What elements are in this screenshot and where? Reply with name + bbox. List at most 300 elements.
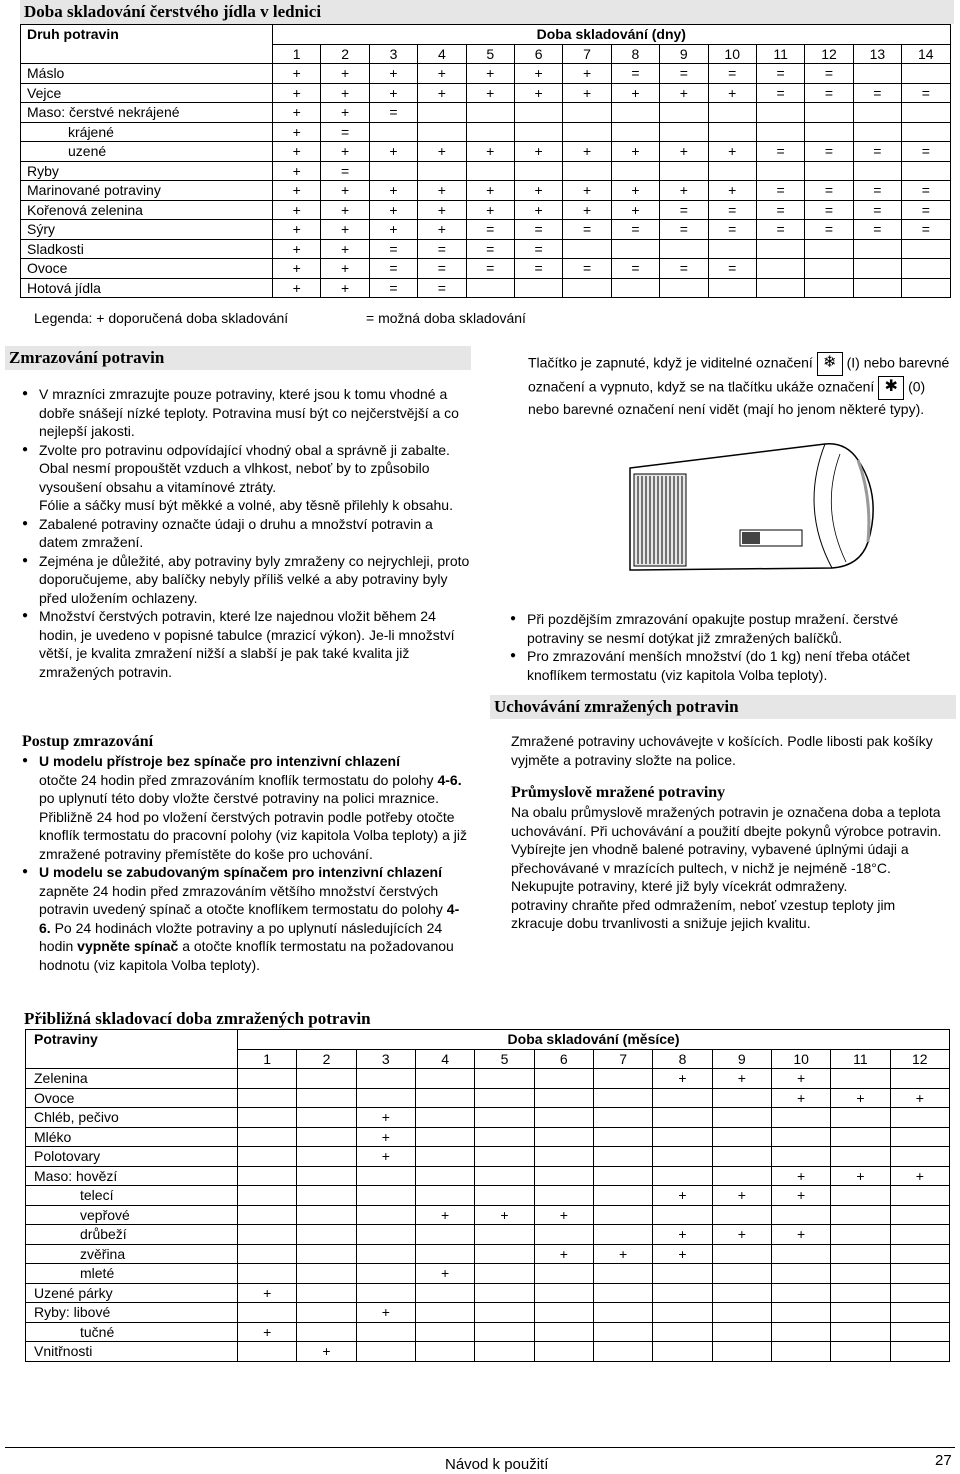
storage-cell (831, 1108, 890, 1128)
storage-cell: = (853, 200, 901, 220)
row-label: Mléko (26, 1127, 238, 1147)
frozen-title: Přibližná skladovací doba zmražených potravin (24, 1009, 371, 1028)
fresh-table-body (21, 64, 951, 298)
storage-cell (563, 239, 611, 259)
storage-cell (708, 278, 756, 298)
storage-cell (660, 278, 708, 298)
storage-cell (890, 1303, 949, 1323)
storage-cell: + (653, 1186, 712, 1206)
storage-cell (418, 161, 466, 181)
storage-cell (708, 103, 756, 123)
storage-cell: = (563, 259, 611, 279)
fresh-row (21, 259, 951, 279)
storage-cell: + (356, 1303, 415, 1323)
row-label: Ryby (21, 161, 273, 181)
storage-cell (238, 1303, 297, 1323)
storage-cell: = (660, 64, 708, 84)
storage-cell (660, 161, 708, 181)
storage-cell: + (273, 64, 321, 84)
storage-cell (238, 1166, 297, 1186)
storage-cell (475, 1127, 534, 1147)
storage-cell (593, 1147, 652, 1167)
procedure-item1-text: otočte 24 hodin před zmrazováním knoflík termostatu do polohy (39, 771, 438, 788)
freezing-bullet: ● Zejména je důležité, aby potraviny byly zmraženy co nejrychleji, proto doporučujeme, aby balíčky nebyly příliš velké a aby potraviny byly před uložením ochlazeny. (22, 552, 470, 608)
storage-cell: + (563, 64, 611, 84)
frozen-row (26, 1147, 950, 1167)
storage-cell: = (466, 259, 514, 279)
storage-cell: + (466, 83, 514, 103)
storage-cell: + (514, 142, 562, 162)
switch-text-a: Tlačítko je zapnuté, když je viditelné označení (528, 354, 817, 371)
storage-cell (593, 1069, 652, 1089)
storage-cell (238, 1186, 297, 1206)
storage-cell: = (805, 142, 853, 162)
storage-cell (831, 1147, 890, 1167)
storage-cell (756, 259, 804, 279)
storage-cell (771, 1283, 830, 1303)
storage-cell: = (418, 259, 466, 279)
storage-cell (514, 278, 562, 298)
storage-cell (475, 1108, 534, 1128)
storage-cell (756, 239, 804, 259)
storage-cell (831, 1342, 890, 1362)
procedure-item2-text: zapněte 24 hodin před zmrazováním většího množství čerstvých potravin uvedený spínač a otočte knoflíkem termostatu do polohy (39, 882, 447, 917)
storage-cell: + (273, 142, 321, 162)
asterisk-icon: ✱ (878, 376, 904, 400)
storage-cell: = (369, 239, 417, 259)
storage-cell: + (273, 83, 321, 103)
storage-cell: = (853, 142, 901, 162)
storage-cell (297, 1186, 356, 1206)
storage-cell (771, 1244, 830, 1264)
storage-cell (805, 103, 853, 123)
storage-cell (831, 1069, 890, 1089)
storage-cell (475, 1166, 534, 1186)
storage-cell: + (475, 1205, 534, 1225)
storage-cell (611, 239, 659, 259)
storage-cell (611, 278, 659, 298)
storage-cell (712, 1342, 771, 1362)
storage-cell (712, 1205, 771, 1225)
storage-cell: + (321, 103, 369, 123)
storage-cell (853, 161, 901, 181)
storage-cell (902, 239, 950, 259)
storage-cell (297, 1205, 356, 1225)
storage-cell (593, 1166, 652, 1186)
fresh-title-text: Doba skladování čerstvého jídla v lednici (24, 2, 322, 21)
storage-cell: = (418, 278, 466, 298)
storage-cell (660, 239, 708, 259)
storage-cell (238, 1342, 297, 1362)
storage-cell: + (369, 64, 417, 84)
storage-cell: + (273, 181, 321, 201)
storage-cell (756, 278, 804, 298)
storage-cell (534, 1283, 593, 1303)
storage-cell: + (273, 161, 321, 181)
storage-cell (297, 1303, 356, 1323)
storage-cell: + (708, 142, 756, 162)
fresh-row (21, 83, 951, 103)
footer-text: Návod k použití (445, 1456, 549, 1473)
storage-cell: = (660, 200, 708, 220)
row-label: Máslo (21, 64, 273, 84)
storage-cell: + (611, 142, 659, 162)
storage-cell: + (321, 259, 369, 279)
row-label: Vejce (21, 83, 273, 103)
storage-cell (475, 1264, 534, 1284)
storage-cell (415, 1225, 474, 1245)
storage-cell (653, 1147, 712, 1167)
storage-cell: = (805, 83, 853, 103)
row-label: krájené (21, 122, 273, 142)
storage-cell (890, 1322, 949, 1342)
legend-recommended: Legenda: + doporučená doba skladování (34, 310, 289, 326)
storage-cell (853, 103, 901, 123)
storage-cell: + (238, 1283, 297, 1303)
storage-cell (593, 1205, 652, 1225)
storage-cell (534, 1088, 593, 1108)
storage-cell (611, 103, 659, 123)
storage-cell: + (418, 220, 466, 240)
storage-cell (475, 1244, 534, 1264)
storage-cell (771, 1108, 830, 1128)
storage-cell (902, 122, 950, 142)
storage-cell: + (321, 181, 369, 201)
storage-cell: = (563, 220, 611, 240)
footer-divider (5, 1447, 955, 1448)
month-header: 11 (831, 1049, 890, 1069)
storage-cell (771, 1127, 830, 1147)
storage-cell (534, 1186, 593, 1206)
storage-cell: = (708, 259, 756, 279)
storage-cell (712, 1127, 771, 1147)
storage-cell (415, 1166, 474, 1186)
switch-text-b: (I) nebo barevné označení a vypnuto, když se na tlačítku ukáže označení (528, 354, 950, 395)
storage-cell (297, 1108, 356, 1128)
storage-cell (534, 1322, 593, 1342)
storage-cell: + (466, 142, 514, 162)
storage-cell (712, 1147, 771, 1167)
storage-cell (890, 1225, 949, 1245)
storage-cell: + (418, 142, 466, 162)
storage-cell: + (466, 200, 514, 220)
month-header: 12 (890, 1049, 949, 1069)
storage-cell: = (902, 83, 950, 103)
storage-cell (771, 1264, 830, 1284)
day-header: 8 (611, 44, 659, 64)
row-label: Vnitřnosti (26, 1342, 238, 1362)
storage-cell: + (466, 181, 514, 201)
storage-cell (890, 1342, 949, 1362)
switch-text-c: (0) nebo barevné označení není vidět (mají ho jenom některé typy). (528, 378, 926, 417)
page-number: 27 (935, 1452, 952, 1469)
storage-cell (890, 1108, 949, 1128)
day-header: 7 (563, 44, 611, 64)
procedure-item2-bold: U modelu se zabudovaným spínačem pro intenzivní chlazení (39, 864, 442, 880)
storage-cell: = (805, 181, 853, 201)
storage-cell (593, 1186, 652, 1206)
storage-cell (415, 1186, 474, 1206)
storage-cell (466, 122, 514, 142)
storage-cell: + (466, 64, 514, 84)
row-label: Kořenová zelenina (21, 200, 273, 220)
storage-cell: + (660, 83, 708, 103)
storage-cell (297, 1069, 356, 1089)
freezing-list (22, 385, 470, 681)
storage-cell: + (369, 142, 417, 162)
storage-cell (297, 1225, 356, 1245)
row-label: Sýry (21, 220, 273, 240)
storage-cell: + (890, 1166, 949, 1186)
storage-cell (297, 1283, 356, 1303)
storage-cell: + (563, 200, 611, 220)
storage-cell: + (771, 1166, 830, 1186)
storage-cell: + (534, 1244, 593, 1264)
storage-cell: = (756, 220, 804, 240)
row-label: uzené (21, 142, 273, 162)
frozen-row (26, 1342, 950, 1362)
storage-cell: + (297, 1342, 356, 1362)
month-header: 8 (653, 1049, 712, 1069)
storage-cell (890, 1264, 949, 1284)
storage-cell: + (418, 200, 466, 220)
storage-cell (831, 1186, 890, 1206)
storage-cell: = (853, 220, 901, 240)
row-label: Hotová jídla (21, 278, 273, 298)
storage-cell (902, 259, 950, 279)
storage-cell: + (369, 83, 417, 103)
storage-cell (238, 1225, 297, 1245)
storage-cell: + (321, 64, 369, 84)
storage-cell (415, 1108, 474, 1128)
frozen-row (26, 1205, 950, 1225)
storage-cell (653, 1088, 712, 1108)
storage-cell (708, 239, 756, 259)
row-label: telecí (26, 1186, 238, 1206)
frozen-row (26, 1108, 950, 1128)
storage-cell (593, 1225, 652, 1245)
fresh-days-header: Doba skladování (dny) (273, 25, 951, 45)
fresh-title (20, 0, 954, 24)
freezing-sub-note: Obal nesmí propouštět vzduch a vlhkost, neboť by to způsobilo vysoušení obsahu a vitamínové ztráty. (39, 460, 430, 495)
fresh-col-header: Druh potravin (21, 25, 273, 64)
row-label: Marinované potraviny (21, 181, 273, 201)
storage-cell: + (321, 239, 369, 259)
storage-cell (593, 1088, 652, 1108)
storage-cell (593, 1303, 652, 1323)
storage-cell (534, 1166, 593, 1186)
day-header: 9 (660, 44, 708, 64)
storage-cell (831, 1205, 890, 1225)
fresh-row (21, 64, 951, 84)
row-label: zvěřina (26, 1244, 238, 1264)
frozen-row (26, 1322, 950, 1342)
storage-cell: + (415, 1264, 474, 1284)
storage-cell: + (514, 64, 562, 84)
storage-cell: + (514, 200, 562, 220)
storage-cell: + (712, 1225, 771, 1245)
fresh-row (21, 142, 951, 162)
industrial-paragraph: Vybírejte jen vhodně balené potraviny, vybavené úplnými údaji a přechovávané v mrazících pultech, v nichž je nejméně -18°C. (511, 841, 909, 876)
storage-cell (805, 239, 853, 259)
month-header: 6 (534, 1049, 593, 1069)
row-label: tučné (26, 1322, 238, 1342)
storage-cell: + (321, 278, 369, 298)
thermostat-knob-illustration (620, 438, 910, 588)
storage-cell: = (514, 220, 562, 240)
storage-cell (356, 1225, 415, 1245)
storage-cell (771, 1342, 830, 1362)
month-header: 3 (356, 1049, 415, 1069)
storage-cell: + (593, 1244, 652, 1264)
frozen-row (26, 1088, 950, 1108)
storage-cell (238, 1147, 297, 1167)
storage-cell: = (756, 200, 804, 220)
frozen-storage-table (25, 1029, 950, 1362)
storage-cell (831, 1283, 890, 1303)
storage-cell: + (563, 142, 611, 162)
storage-cell (653, 1322, 712, 1342)
storage-cell (238, 1264, 297, 1284)
storage-cell: + (771, 1225, 830, 1245)
storage-cell (415, 1147, 474, 1167)
storage-cell (297, 1088, 356, 1108)
storage-cell (415, 1303, 474, 1323)
storage-cell: + (708, 83, 756, 103)
storage-cell: = (321, 122, 369, 142)
storage-cell (653, 1108, 712, 1128)
storage-cell (902, 278, 950, 298)
storage-cell (756, 161, 804, 181)
storage-cell (415, 1244, 474, 1264)
frozen-col-header: Potraviny (26, 1030, 238, 1069)
storage-cell: + (369, 200, 417, 220)
storage-cell (805, 278, 853, 298)
storage-cell (712, 1088, 771, 1108)
industrial-text (511, 803, 951, 933)
fresh-row (21, 122, 951, 142)
storage-cell (356, 1244, 415, 1264)
storage-cell (712, 1244, 771, 1264)
industrial-paragraph: Nekupujte potraviny, které již byly vícekrát odmraženy. (511, 878, 848, 894)
day-header: 12 (805, 44, 853, 64)
storage-cell (805, 161, 853, 181)
storage-cell (902, 161, 950, 181)
storage-cell (563, 278, 611, 298)
storage-cell: + (514, 181, 562, 201)
storage-cell (712, 1303, 771, 1323)
storage-cell (653, 1303, 712, 1323)
storage-cell: + (771, 1069, 830, 1089)
storage-cell: + (611, 181, 659, 201)
storage-cell (238, 1088, 297, 1108)
storage-cell (466, 161, 514, 181)
row-label: drůbeží (26, 1225, 238, 1245)
storage-cell (534, 1303, 593, 1323)
storage-cell: = (466, 220, 514, 240)
storage-cell: + (273, 220, 321, 240)
storage-cell: + (415, 1205, 474, 1225)
day-header: 10 (708, 44, 756, 64)
procedure-item-with-switch (22, 863, 470, 974)
storage-cell: = (514, 239, 562, 259)
frozen-row (26, 1264, 950, 1284)
storage-cell: + (369, 220, 417, 240)
storage-cell (653, 1283, 712, 1303)
storage-cell (805, 259, 853, 279)
storage-cell: = (902, 220, 950, 240)
storage-cell (653, 1166, 712, 1186)
storage-cell (890, 1244, 949, 1264)
storage-cell (534, 1127, 593, 1147)
month-header: 10 (771, 1049, 830, 1069)
storage-cell (593, 1108, 652, 1128)
later-freezing-bullet: ● Pro zmrazování menších množství (do 1 kg) není třeba otáčet knoflíkem termostatu (viz kapitola Volba teploty). (510, 647, 956, 684)
storage-cell (475, 1283, 534, 1303)
row-label: vepřové (26, 1205, 238, 1225)
day-header: 14 (902, 44, 950, 64)
freezing-bullet: ● Zabalené potraviny označte údaji o druhu a množství potravin a datem zmražení. (22, 515, 470, 552)
storage-cell: + (771, 1088, 830, 1108)
storage-cell: = (805, 200, 853, 220)
storage-cell (611, 122, 659, 142)
storage-cell (890, 1147, 949, 1167)
frozen-row (26, 1127, 950, 1147)
frozen-row (26, 1303, 950, 1323)
storage-cell: + (712, 1069, 771, 1089)
storage-cell (238, 1244, 297, 1264)
storage-cell (831, 1225, 890, 1245)
storage-cell: + (418, 181, 466, 201)
storage-cell: = (514, 259, 562, 279)
storage-cell (712, 1166, 771, 1186)
frozen-row (26, 1166, 950, 1186)
storage-cell (415, 1088, 474, 1108)
row-label: Maso: hovězí (26, 1166, 238, 1186)
month-header: 7 (593, 1049, 652, 1069)
storage-cell (890, 1186, 949, 1206)
later-freezing-list (510, 610, 956, 684)
procedure-item2-bold3: vypněte spínač (77, 938, 179, 954)
storage-cell (653, 1205, 712, 1225)
storage-cell (356, 1166, 415, 1186)
frozen-row (26, 1283, 950, 1303)
storage-cell: + (653, 1244, 712, 1264)
storage-cell (415, 1127, 474, 1147)
storage-cell: = (902, 142, 950, 162)
storage-cell: + (514, 83, 562, 103)
month-header: 4 (415, 1049, 474, 1069)
storage-cell (593, 1342, 652, 1362)
storage-cell (831, 1303, 890, 1323)
month-header: 2 (297, 1049, 356, 1069)
storage-cell (771, 1322, 830, 1342)
day-header: 11 (756, 44, 804, 64)
storage-cell (708, 122, 756, 142)
storage-cell (415, 1283, 474, 1303)
month-header: 9 (712, 1049, 771, 1069)
storage-cell: = (756, 142, 804, 162)
storage-cell (771, 1205, 830, 1225)
storage-cell: + (890, 1088, 949, 1108)
storage-cell: + (418, 64, 466, 84)
procedure-item2-text3: a otočte knoflík termostatu na požadovanou hodnotu (viz kapitola Volba teploty). (39, 938, 454, 973)
storage-cell (475, 1186, 534, 1206)
storage-cell: + (831, 1166, 890, 1186)
frozen-months-header: Doba skladování (měsíce) (238, 1030, 950, 1050)
storage-cell (356, 1264, 415, 1284)
storage-cell (756, 122, 804, 142)
